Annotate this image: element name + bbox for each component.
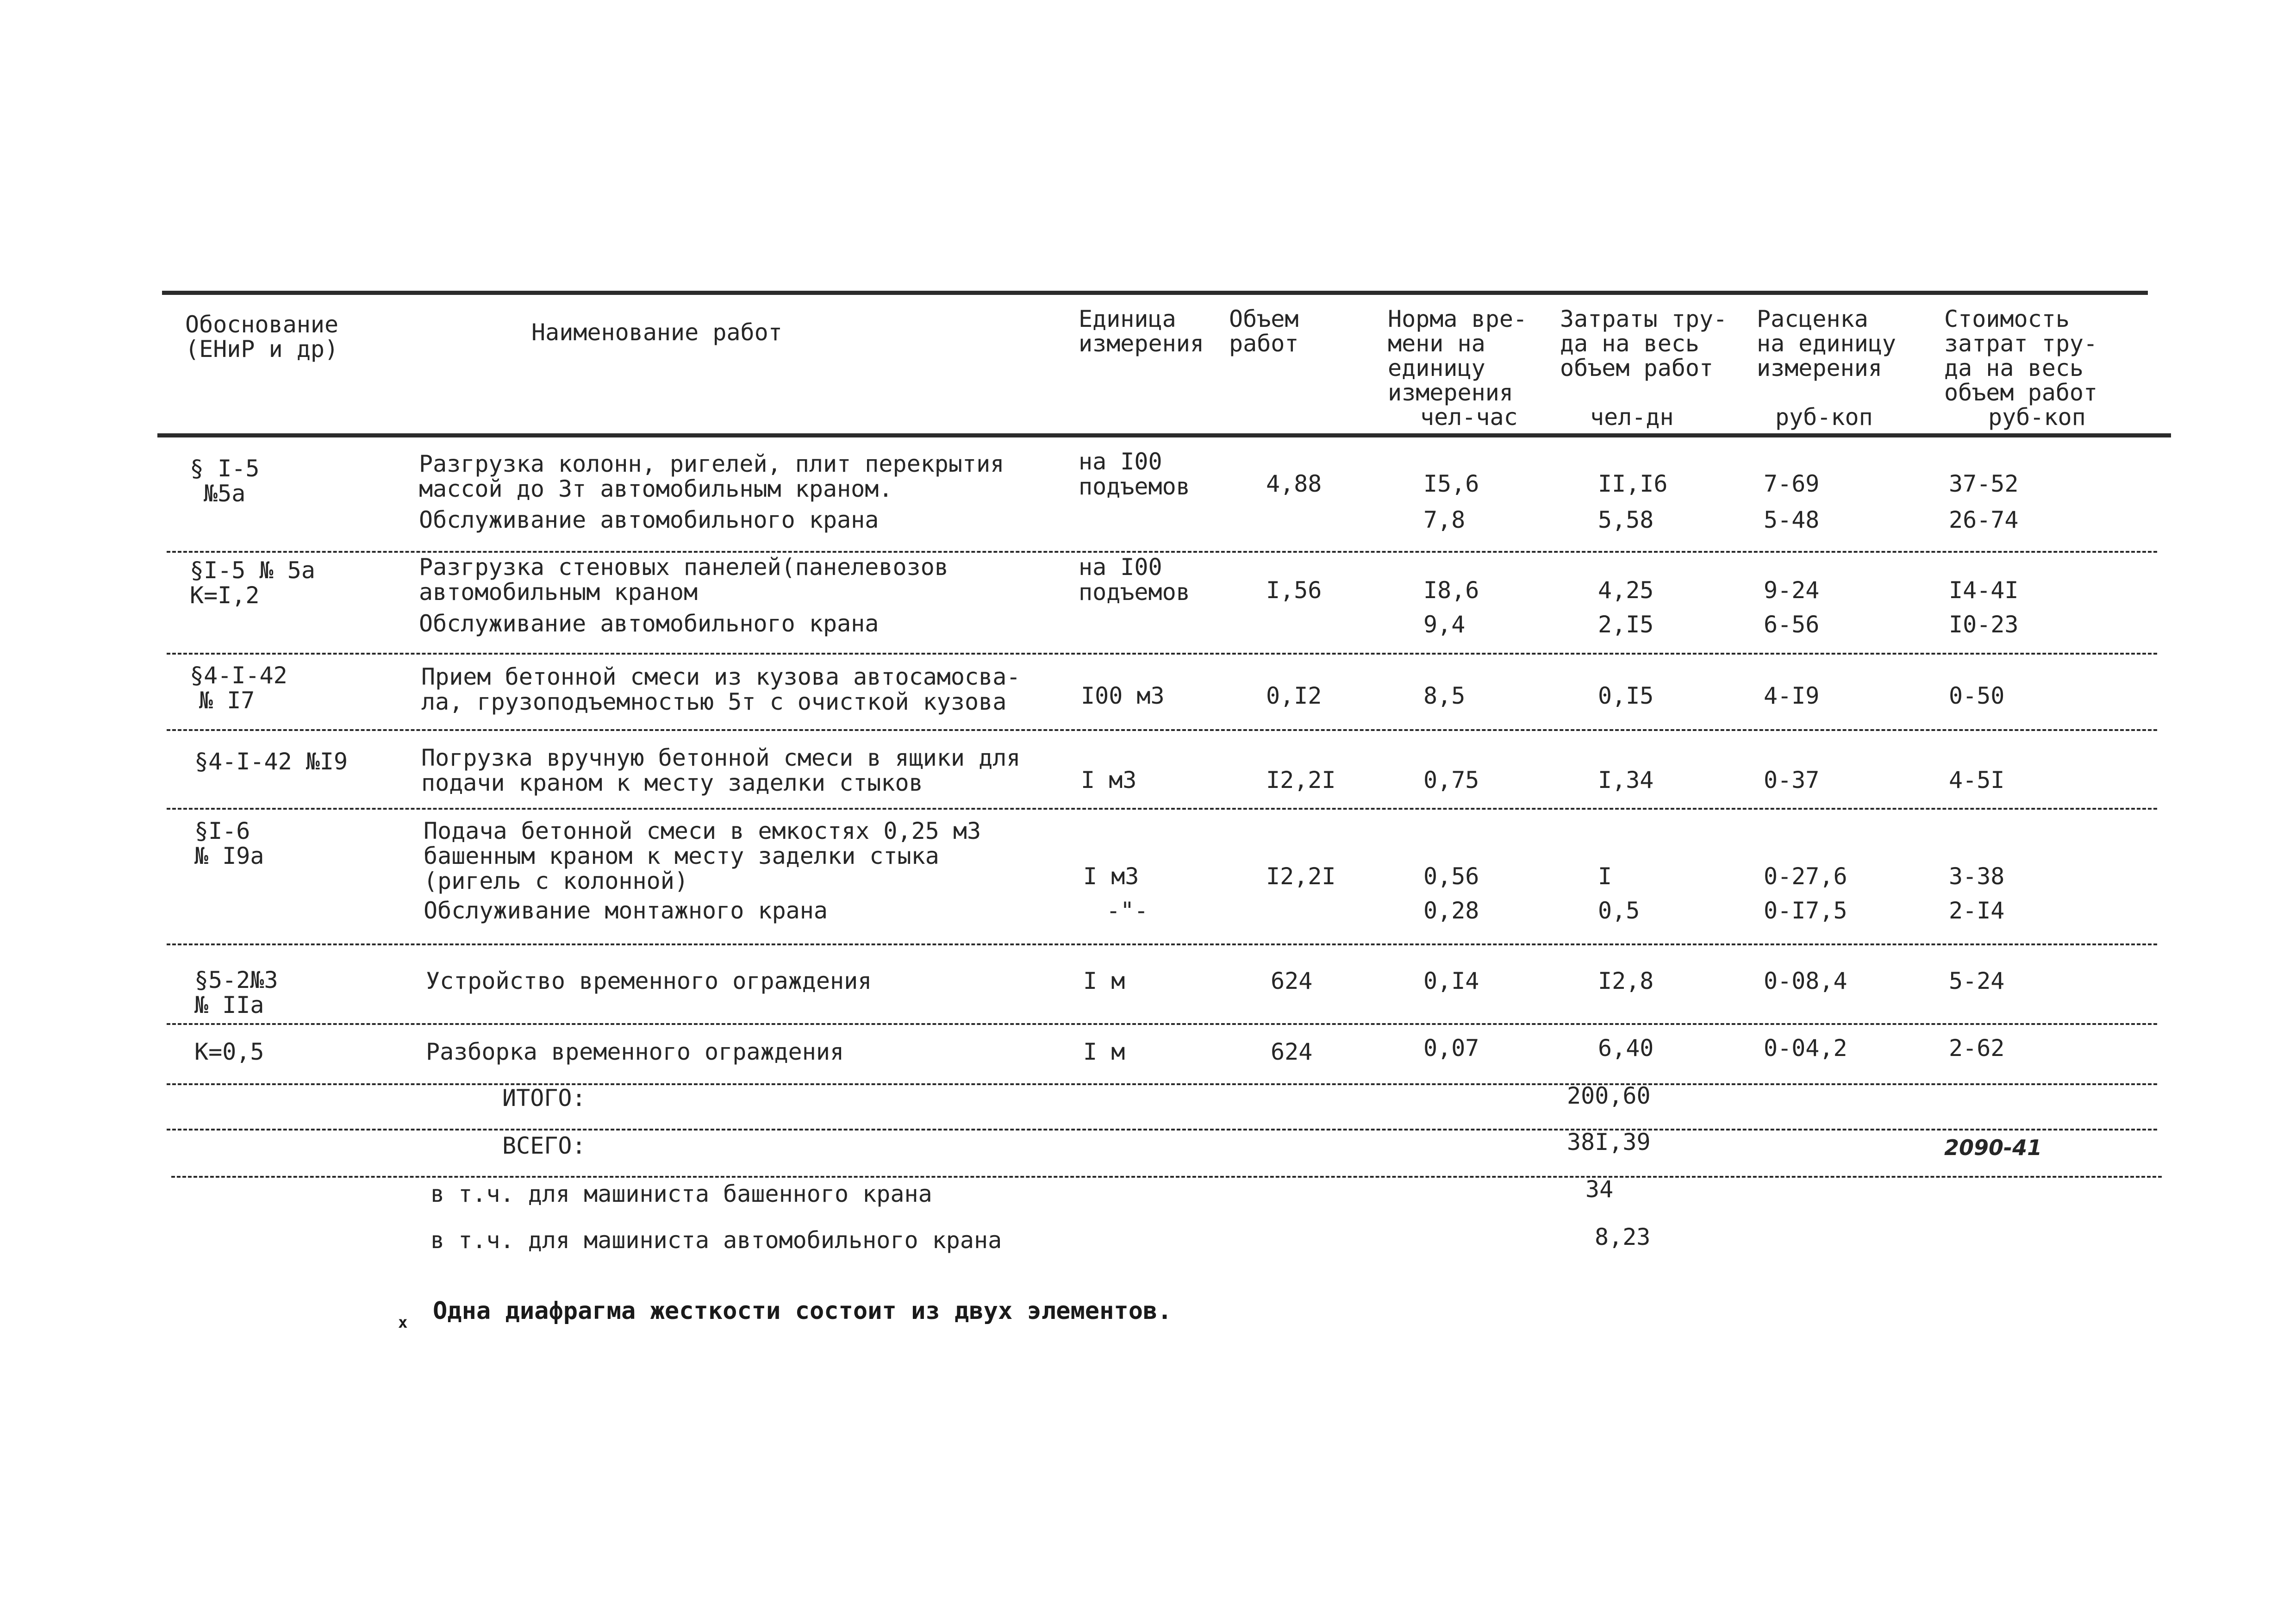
row5-norm: 0,56 bbox=[1423, 863, 1479, 890]
row5-rate: 0-27,6 bbox=[1764, 863, 1847, 890]
row4-unit: I м3 bbox=[1081, 767, 1137, 793]
row2-labor: 4,25 bbox=[1598, 577, 1654, 604]
row1-sub-labor: 5,58 bbox=[1598, 506, 1654, 533]
row6-basis: §5-2№3 № IIа bbox=[194, 967, 278, 1018]
tower-crane-label: в т.ч. для машиниста башенного крана bbox=[430, 1181, 932, 1207]
tower-crane-labor: 34 bbox=[1585, 1176, 1614, 1203]
header-rate: Расценка на единицу измерения руб-коп bbox=[1757, 306, 1897, 431]
row-divider bbox=[167, 943, 2157, 945]
row3-norm: 8,5 bbox=[1423, 682, 1466, 709]
row6-name: Устройство временного ограждения bbox=[426, 968, 872, 994]
row1-volume: 4,88 bbox=[1266, 470, 1322, 497]
row4-rate: 0-37 bbox=[1764, 767, 1820, 793]
row5-unit: I м3 bbox=[1083, 863, 1139, 890]
row5-volume: I2,2I bbox=[1266, 863, 1336, 890]
row1-sub-rate: 5-48 bbox=[1764, 506, 1820, 533]
row5-sub-labor: 0,5 bbox=[1598, 897, 1640, 924]
header-norm: Норма вре- мени на единицу измерения чел-час bbox=[1388, 306, 1528, 431]
itogo-label: ИТОГО: bbox=[502, 1085, 586, 1112]
header-work-name: Наименование работ bbox=[531, 319, 782, 346]
row1-sub-norm: 7,8 bbox=[1423, 506, 1466, 533]
row2-sub-name: Обслуживание автомобильного крана bbox=[419, 610, 879, 637]
row3-volume: 0,I2 bbox=[1266, 682, 1322, 709]
row7-unit: I м bbox=[1083, 1038, 1125, 1065]
row2-basis: §I-5 № 5а К=I,2 bbox=[190, 557, 315, 609]
row1-unit: на I00 подъемов bbox=[1079, 448, 1190, 500]
totals-divider bbox=[167, 1129, 2157, 1131]
row1-rate: 7-69 bbox=[1764, 470, 1820, 497]
row2-sub-rate: 6-56 bbox=[1764, 611, 1820, 638]
row2-cost: I4-4I bbox=[1949, 577, 2019, 604]
vsego-label: ВСЕГО: bbox=[502, 1132, 586, 1159]
row2-sub-norm: 9,4 bbox=[1423, 611, 1466, 638]
itogo-labor: 200,60 bbox=[1567, 1082, 1651, 1109]
row7-volume: 624 bbox=[1271, 1038, 1313, 1065]
header-volume: Объем работ bbox=[1229, 306, 1299, 357]
row7-basis: К=0,5 bbox=[194, 1038, 264, 1065]
row5-sub-cost: 2-I4 bbox=[1949, 897, 2005, 924]
row2-unit: на I00 подъемов bbox=[1079, 554, 1190, 606]
row1-sub-name: Обслуживание автомобильного крана bbox=[419, 506, 879, 533]
header-labor: Затраты тру- да на весь объем работ чел-дн bbox=[1560, 306, 1728, 431]
row3-unit: I00 м3 bbox=[1081, 682, 1165, 709]
row1-cost: 37-52 bbox=[1949, 470, 2019, 497]
row4-name: Погрузка вручную бетонной смеси в ящики для подачи краном к месту заделки стыков bbox=[421, 744, 1021, 796]
row3-rate: 4-I9 bbox=[1764, 682, 1820, 709]
row2-norm: I8,6 bbox=[1423, 577, 1479, 604]
row-divider bbox=[167, 1023, 2157, 1025]
row2-sub-labor: 2,I5 bbox=[1598, 611, 1654, 638]
row6-labor: I2,8 bbox=[1598, 968, 1654, 994]
row6-volume: 624 bbox=[1271, 968, 1313, 994]
row-divider bbox=[167, 808, 2157, 810]
header-basis: Обоснование (ЕНиР и др) bbox=[185, 311, 339, 362]
row3-cost: 0-50 bbox=[1949, 682, 2005, 709]
row5-sub-norm: 0,28 bbox=[1423, 897, 1479, 924]
row5-cost: 3-38 bbox=[1949, 863, 2005, 890]
row6-norm: 0,I4 bbox=[1423, 968, 1479, 994]
row7-labor: 6,40 bbox=[1598, 1035, 1654, 1062]
row7-rate: 0-04,2 bbox=[1764, 1035, 1847, 1062]
header-cost: Стоимость затрат тру- да на весь объем работ руб-коп bbox=[1944, 306, 2098, 431]
vsego-cost: 2090-41 bbox=[1944, 1135, 2042, 1160]
row-divider bbox=[167, 1083, 2157, 1085]
row-divider bbox=[167, 551, 2157, 553]
footnote-text: Одна диафрагма жесткости состоит из двух элементов. bbox=[433, 1297, 1172, 1325]
row7-name: Разборка временного ограждения bbox=[426, 1038, 844, 1065]
row4-basis: §4-I-42 №I9 bbox=[194, 748, 348, 775]
row1-labor: II,I6 bbox=[1598, 470, 1668, 497]
row4-labor: I,34 bbox=[1598, 767, 1654, 793]
row5-name: Подача бетонной смеси в емкостях 0,25 м3 башенным краном к месту заделки стыка (ригель с колонной) bbox=[424, 818, 981, 894]
header-bottom-rule bbox=[157, 433, 2171, 437]
row5-sub-name: Обслуживание монтажного крана bbox=[424, 897, 828, 924]
row1-basis: § I-5 №5а bbox=[190, 455, 260, 507]
row2-rate: 9-24 bbox=[1764, 577, 1820, 604]
row4-cost: 4-5I bbox=[1949, 767, 2005, 793]
header-unit: Единица измерения bbox=[1079, 306, 1204, 357]
row1-name: Разгрузка колонн, ригелей, плит перекрытия массой до 3т автомобильным краном. bbox=[419, 450, 1004, 502]
table-top-rule bbox=[162, 291, 2148, 295]
footnote-mark: х bbox=[398, 1313, 408, 1332]
row-divider bbox=[167, 653, 2157, 655]
row6-rate: 0-08,4 bbox=[1764, 968, 1847, 994]
row3-name: Прием бетонной смеси из кузова автосамосва- ла, грузоподъемностью 5т с очисткой кузова bbox=[421, 663, 1021, 715]
vsego-labor: 38I,39 bbox=[1567, 1129, 1651, 1156]
truck-crane-labor: 8,23 bbox=[1595, 1224, 1651, 1250]
row4-norm: 0,75 bbox=[1423, 767, 1479, 793]
row7-cost: 2-62 bbox=[1949, 1035, 2005, 1062]
row5-basis: §I-6 № I9а bbox=[194, 818, 264, 869]
row4-volume: I2,2I bbox=[1266, 767, 1336, 793]
row5-sub-rate: 0-I7,5 bbox=[1764, 897, 1847, 924]
truck-crane-label: в т.ч. для машиниста автомобильного крана bbox=[430, 1227, 1002, 1254]
row1-sub-cost: 26-74 bbox=[1949, 506, 2019, 533]
row5-sub-unit: -"- bbox=[1106, 897, 1148, 924]
row-divider bbox=[167, 729, 2157, 731]
row1-norm: I5,6 bbox=[1423, 470, 1479, 497]
row2-sub-cost: I0-23 bbox=[1949, 611, 2019, 638]
row2-name: Разгрузка стеновых панелей(панелевозов автомобильным краном bbox=[419, 554, 948, 606]
row7-norm: 0,07 bbox=[1423, 1035, 1479, 1062]
row3-basis: §4-I-42 № I7 bbox=[190, 662, 287, 714]
row2-volume: I,56 bbox=[1266, 577, 1322, 604]
row6-unit: I м bbox=[1083, 968, 1125, 994]
row3-labor: 0,I5 bbox=[1598, 682, 1654, 709]
totals-divider bbox=[171, 1176, 2162, 1178]
row5-labor: I bbox=[1598, 863, 1612, 890]
row6-cost: 5-24 bbox=[1949, 968, 2005, 994]
